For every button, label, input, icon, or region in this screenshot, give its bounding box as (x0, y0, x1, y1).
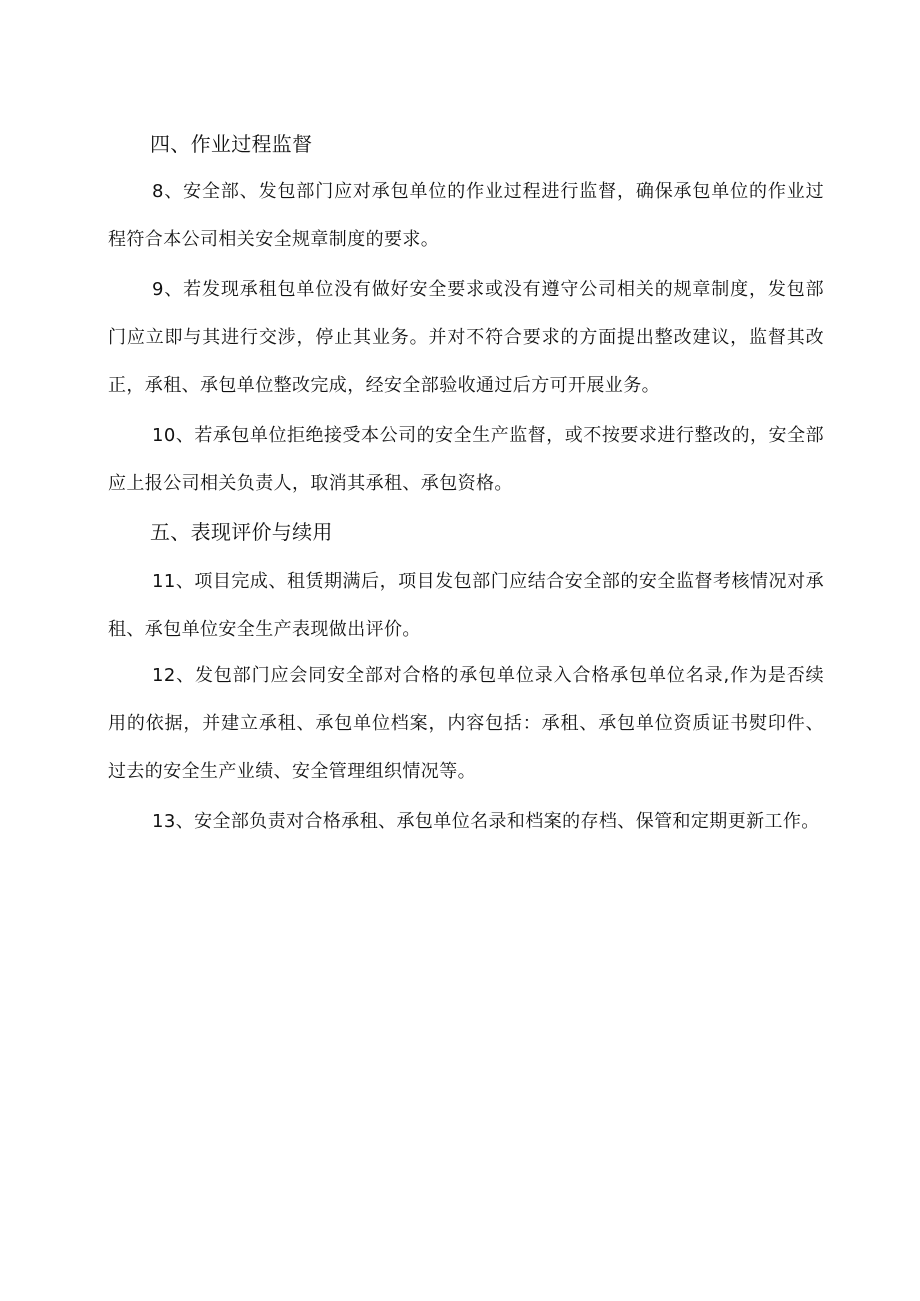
paragraph-8: 8、安全部、发包部门应对承包单位的作业过程进行监督，确保承包单位的作业过程符合本公司相关安全规章制度的要求。 (108, 181, 824, 250)
paragraph-10: 10、若承包单位拒绝接受本公司的安全生产监督，或不按要求进行整改的，安全部应上报公司相关负责人，取消其承租、承包资格。 (108, 425, 824, 494)
paragraph-11: 11、项目完成、租赁期满后，项目发包部门应结合安全部的安全监督考核情况对承租、承包单位安全生产表现做出评价。 (108, 571, 824, 640)
paragraph-12: 12、发包部门应会同安全部对合格的承包单位录入合格承包单位名录,作为是否续用的依据，并建立承租、承包单位档案，内容包括：承租、承包单位资质证书熨印件、过去的安全生产业绩、安全管理组织情况等。 (108, 665, 824, 782)
paragraph-9: 9、若发现承租包单位没有做好安全要求或没有遵守公司相关的规章制度，发包部门应立即与其进行交涉，停止其业务。并对不符合要求的方面提出整改建议，监督其改正，承租、承包单位整改完成，经安全部验收通过后方可开展业务。 (108, 279, 824, 396)
section-heading-evaluation: 五、表现评价与续用 (150, 520, 333, 544)
section-heading-supervision: 四、作业过程监督 (150, 132, 313, 156)
paragraph-13: 13、安全部负责对合格承租、承包单位名录和档案的存档、保管和定期更新工作。 (152, 811, 820, 832)
